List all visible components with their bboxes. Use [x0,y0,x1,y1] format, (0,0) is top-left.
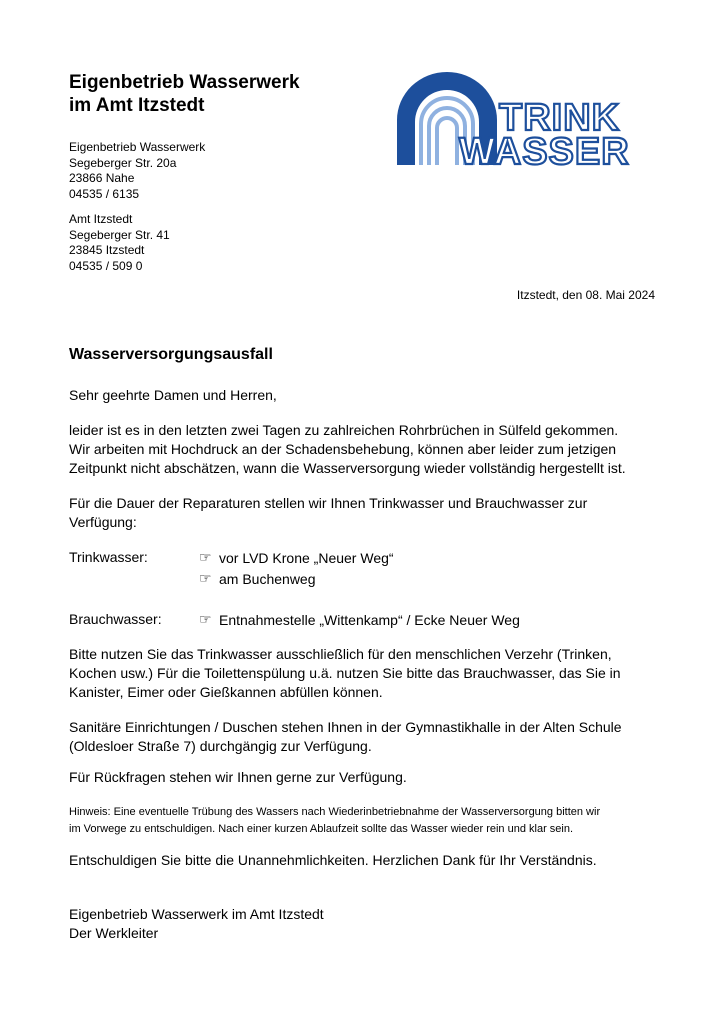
organization-title-line2: im Amt Itzstedt [69,95,205,116]
paragraph-line: Bitte nutzen Sie das Trinkwasser ausschließlich für den menschlichen Verzehr (Trinken, [69,646,612,662]
paragraph-line: Wir arbeiten mit Hochdruck an der Schadensbehebung, können aber leider zum jetzigen [69,441,617,457]
address-line: Eigenbetrieb Wasserwerk [69,140,206,154]
pointing-hand-icon: ☞ [199,549,212,565]
paragraph-line: Sanitäre Einrichtungen / Duschen stehen Ihnen in der Gymnastikhalle in der Alten Schule [69,719,622,735]
address-block-wasserwerk [69,140,205,202]
paragraph-questions: Für Rückfragen stehen wir Ihnen gerne zur Verfügung. [69,769,407,785]
paragraph-line: Verfügung: [69,514,137,530]
paragraph-usage [69,645,621,702]
trinkwasser-label: Trinkwasser: [69,549,148,565]
address-line: 23845 Itzstedt [69,243,145,257]
address-line: Amt Itzstedt [69,212,133,226]
brauchwasser-label: Brauchwasser: [69,611,162,627]
note-line: im Vorwege zu entschuldigen. Nach einer kurzen Ablaufzeit sollte das Wasser wieder rein und klar sein. [69,823,574,835]
list-item-text: am Buchenweg [219,570,316,587]
logo-text-wasser: WASSER [459,131,630,170]
signature-line: Der Werkleiter [69,925,159,941]
address-line: Segeberger Str. 20a [69,155,177,170]
paragraph-line: Für die Dauer der Reparaturen stellen wir Ihnen Trinkwasser und Brauchwasser zur [69,495,588,511]
letter-date: Itzstedt, den 08. Mai 2024 [516,288,655,302]
paragraph-apology: Entschuldigen Sie bitte die Unannehmlichkeiten. Herzlichen Dank für Ihr Verständnis. [69,852,597,868]
brauchwasser-list [199,609,520,630]
list-item [199,609,520,630]
signature-line: Eigenbetrieb Wasserwerk im Amt Itzstedt [69,906,324,922]
address-line: Segeberger Str. 41 [69,227,170,242]
address-block-amt [69,212,170,274]
paragraph-damage [69,421,626,478]
signature-block [69,905,324,943]
letter-subject: Wasserversorgungsausfall [69,346,273,363]
paragraph-line: (Oldesloer Straße 7) durchgängig zur Verfügung. [69,738,372,754]
note-line: Hinweis: Eine eventuelle Trübung des Wassers nach Wiederinbetriebnahme der Wasserversorgung bitten wir [69,806,601,818]
paragraph-line: Kanister, Eimer oder Gießkannen abfüllen können. [69,684,383,700]
paragraph-supply [69,494,587,532]
pointing-hand-icon: ☞ [199,570,212,586]
pointing-hand-icon: ☞ [199,611,212,627]
paragraph-line: leider ist es in den letzten zwei Tagen zu zahlreichen Rohrbrüchen in Sülfeld gekommen. [69,422,619,438]
list-item-text: vor LVD Krone „Neuer Weg“ [219,549,394,566]
address-line: 23866 Nahe [69,171,135,185]
organization-title-line1: Eigenbetrieb Wasserwerk [69,72,300,93]
trinkwasser-logo [397,70,637,170]
greeting: Sehr geehrte Damen und Herren, [69,387,277,403]
organization-title [69,71,300,117]
logo-text-trink: TRINK [499,97,621,139]
note-turbidity [69,804,600,838]
list-item-text: Entnahmestelle „Wittenkamp“ / Ecke Neuer Weg [219,611,520,628]
list-item [199,547,394,568]
list-item [199,568,394,589]
address-line: 04535 / 509 0 [69,258,143,273]
paragraph-line: Kochen usw.) Für die Toilettenspülung u.ä. nutzen Sie bitte das Brauchwasser, das Sie in [69,665,621,681]
logo-arch-stripe-3 [437,118,457,165]
address-line: 04535 / 6135 [69,186,140,201]
paragraph-line: Zeitpunkt nicht abschätzen, wann die Wasserversorgung wieder vollständig hergestellt ist. [69,460,626,476]
trinkwasser-list [199,547,394,589]
paragraph-showers [69,718,622,756]
